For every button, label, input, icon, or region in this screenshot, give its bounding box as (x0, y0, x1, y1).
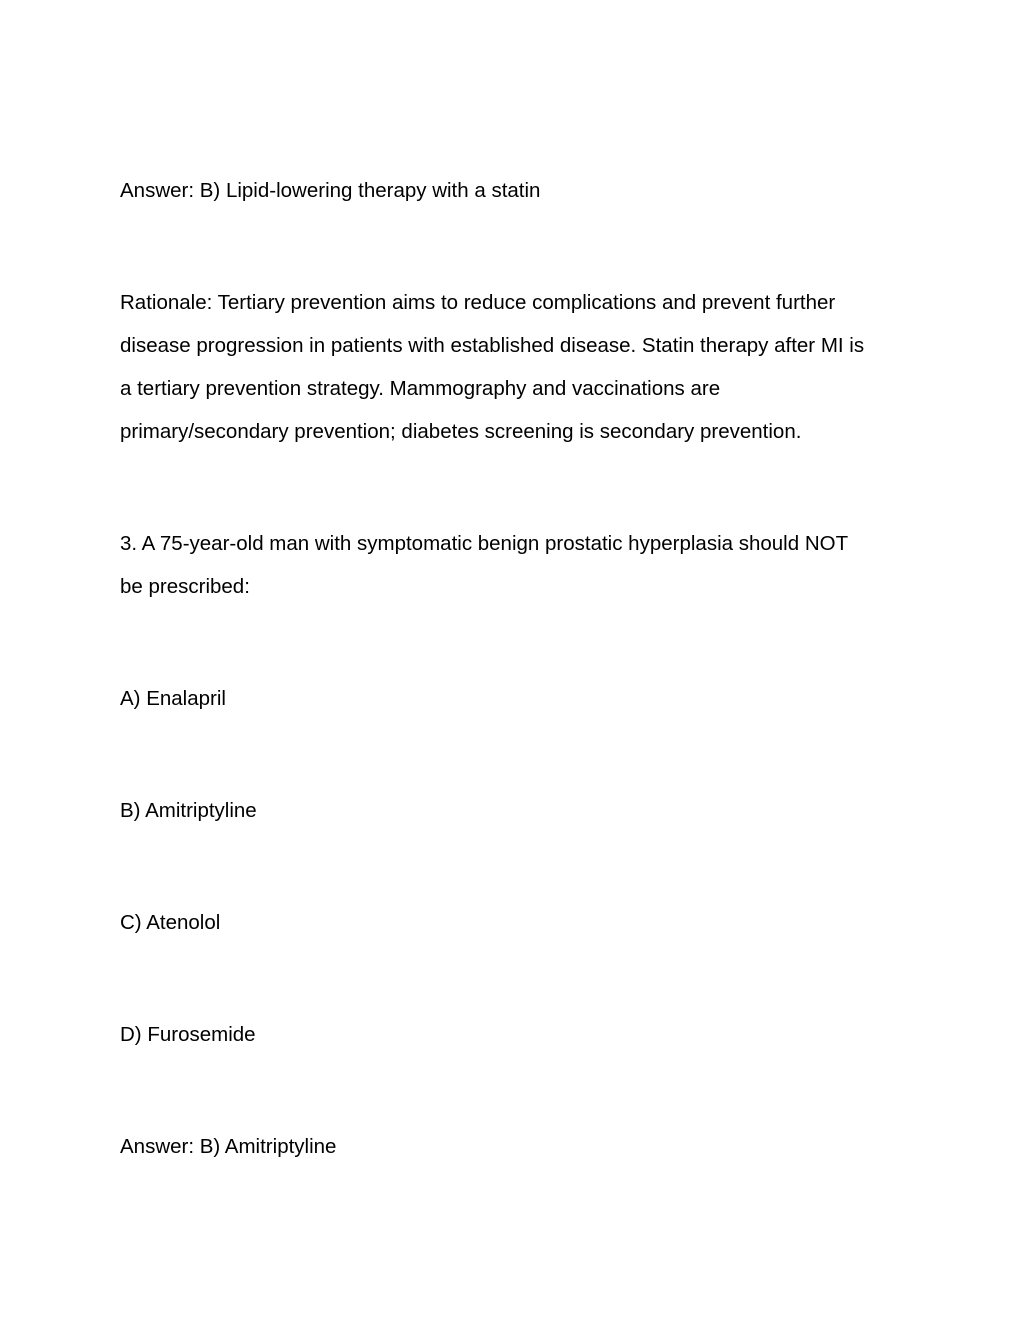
option-c: C) Atenolol (120, 911, 221, 934)
previous-answer: Answer: B) Lipid-lowering therapy with a statin (120, 179, 541, 202)
question-line: be prescribed: (120, 575, 250, 598)
option-a: A) Enalapril (120, 687, 226, 710)
option-b: B) Amitriptyline (120, 799, 257, 822)
question-3-answer: Answer: B) Amitriptyline (120, 1135, 337, 1158)
question-line: 3. A 75-year-old man with symptomatic benign prostatic hyperplasia should NOT (120, 532, 849, 555)
rationale-line: Rationale: Tertiary prevention aims to reduce complications and prevent further (120, 291, 836, 314)
rationale-line: disease progression in patients with established disease. Statin therapy after MI is (120, 334, 865, 357)
option-d: D) Furosemide (120, 1023, 256, 1046)
rationale-line: a tertiary prevention strategy. Mammography and vaccinations are (120, 377, 721, 400)
rationale-line: primary/secondary prevention; diabetes screening is secondary prevention. (120, 420, 802, 443)
